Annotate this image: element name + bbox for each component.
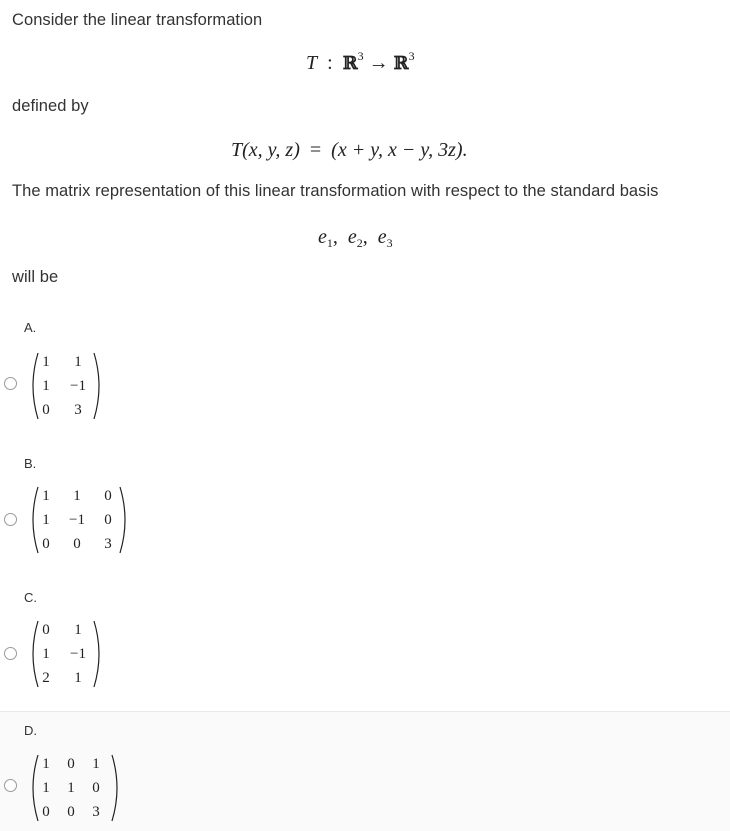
basis-e3: e [377,226,387,248]
option-b-label: B. [24,456,37,471]
option-a-label: A. [24,320,37,335]
option-a-cell-r2c2: −1 [70,378,86,394]
option-a-cell-r2c1: 1 [42,378,50,394]
mapping-name: T [306,52,318,74]
mapping-domain: ℝ [342,53,358,74]
option-b-cell-r1c2: 1 [73,488,81,504]
option-d-cell-r2c3: 0 [92,780,100,796]
definition-rhs: (x + y, x − y, 3z). [331,139,468,161]
definition-equals: = [309,139,322,161]
option-d-cell-r3c3: 3 [92,804,100,820]
option-a-matrix [28,350,106,422]
option-a-cell-r1c1: 1 [42,354,50,370]
option-b-cell-r1c3: 0 [104,488,112,504]
option-d-cell-r1c2: 0 [67,756,75,772]
will-be-text: will be [12,268,59,286]
option-d-cell-r3c2: 0 [67,804,75,820]
representation-text: The matrix representation of this linear transformation with respect to the standard basis [12,182,659,200]
option-c-matrix [28,618,106,690]
definition-expression [231,139,468,162]
defined-by-text: defined by [12,97,89,115]
option-c-cell-r3c1: 2 [42,670,50,686]
basis-e3-sub: 3 [386,236,393,250]
mapping-expression: T : ℝ$^3$ → ℝ$^3$ [306,49,415,74]
option-a-radio[interactable] [4,377,17,390]
option-d-cell-r1c3: 1 [92,756,100,772]
option-c-cell-r2c2: −1 [70,646,86,662]
option-d-radio[interactable] [4,779,17,792]
option-d-matrix [28,752,124,824]
option-b-matrix [28,484,132,556]
option-b-cell-r1c1: 1 [42,488,50,504]
basis-e2-sub: 2 [356,236,363,250]
option-b-cell-r2c1: 1 [42,512,50,528]
question-intro: Consider the linear transformation [12,11,263,29]
mapping-codomain-exp: 3 [408,49,415,63]
option-divider [0,711,730,712]
option-d-cell-r3c1: 0 [42,804,50,820]
option-a-cell-r3c1: 0 [42,402,50,418]
option-c-cell-r1c1: 0 [42,622,50,638]
option-d-label: D. [24,723,37,738]
option-b-cell-r3c1: 0 [42,536,50,552]
option-d-cell-r2c2: 1 [67,780,75,796]
option-a-cell-r1c2: 1 [74,354,82,370]
option-c-radio[interactable] [4,647,17,660]
basis-e2: e [347,226,357,248]
option-c-cell-r3c2: 1 [74,670,82,686]
option-b-cell-r2c2: −1 [69,512,85,528]
option-b-cell-r3c3: 3 [104,536,112,552]
option-a-cell-r3c2: 3 [74,402,82,418]
definition-lhs: T(x, y, z) [231,139,300,161]
option-b-radio[interactable] [4,513,17,526]
option-d-cell-r2c1: 1 [42,780,50,796]
basis-e1-sub: 1 [326,236,333,250]
option-c-cell-r1c2: 1 [74,622,82,638]
basis-expression: $e_1$, $e_2$, $e_3$ [318,226,393,250]
option-b-cell-r3c2: 0 [73,536,81,552]
option-c-cell-r2c1: 1 [42,646,50,662]
option-c-label: C. [24,590,37,605]
mapping-domain-exp: 3 [357,49,364,63]
basis-e1: e [318,226,327,248]
option-b-cell-r2c3: 0 [104,512,112,528]
option-d-cell-r1c1: 1 [42,756,50,772]
mapping-codomain: ℝ [393,53,409,74]
mapping-arrow: → [368,52,389,74]
